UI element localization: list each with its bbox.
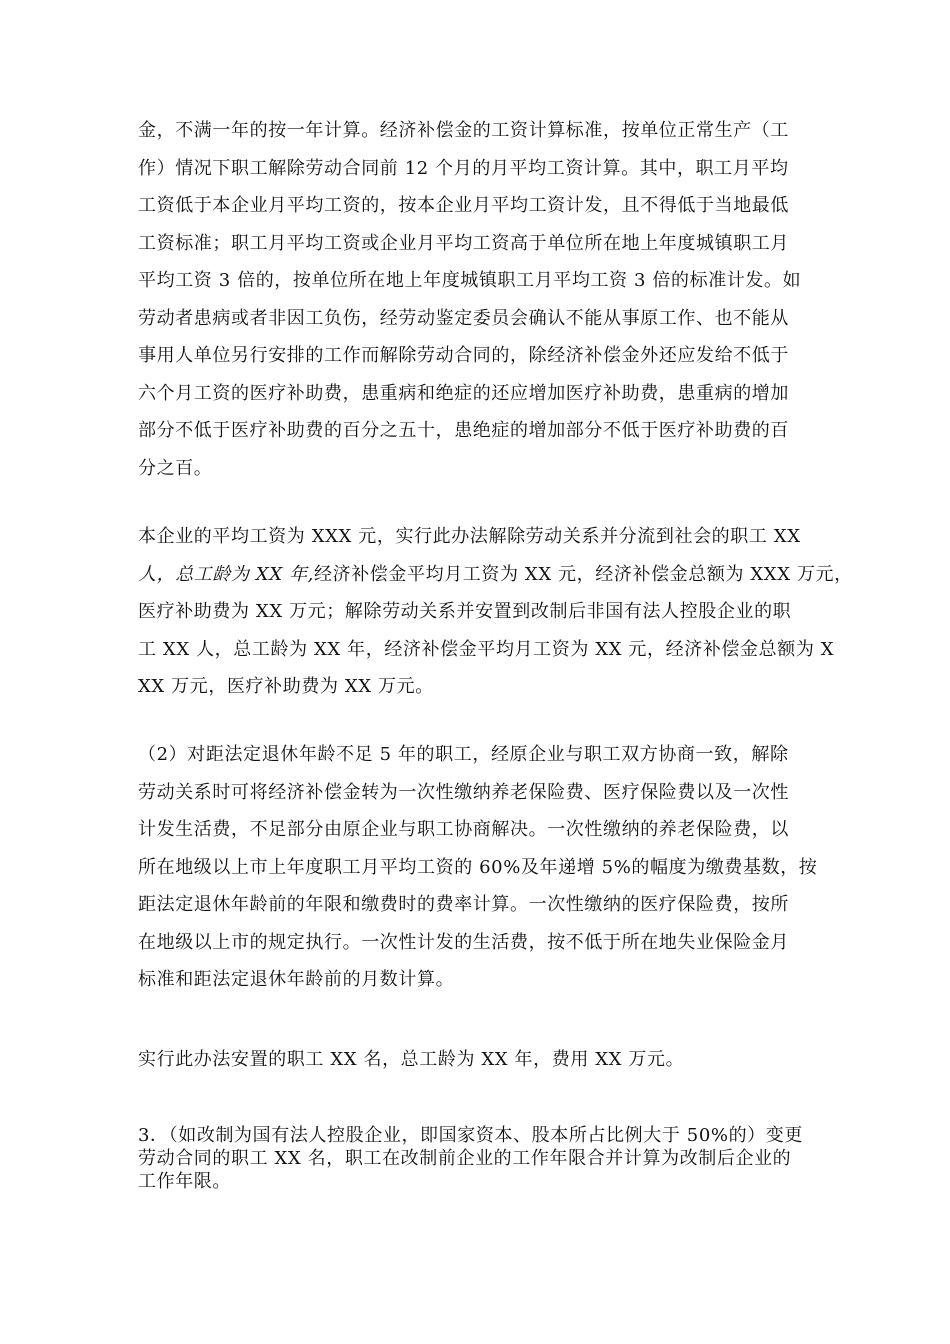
text-line: 3．（如改制为国有法人控股企业，即国家资本、股本所占比例大于 50%的）变更: [138, 1125, 803, 1146]
text-line: 所在地级以上市上年度职工月平均工资的 60%及年递增 5%的幅度为缴费基数，按: [138, 856, 818, 878]
text-line: 金，不满一年的按一年计算。经济补偿金的工资计算标准，按单位正常生产（工: [138, 120, 789, 141]
paragraph-average-wage-summary: [138, 518, 853, 706]
text-line: XX 万元，医疗补助费为 XX 万元。: [138, 676, 434, 697]
text-line: 事用人单位另行安排的工作而解除劳动合同的，除经济补偿金外还应发给不低于: [138, 345, 789, 366]
text-line: 作）情况下职工解除劳动合同前 12 个月的月平均工资计算。其中，职工月平均: [138, 157, 789, 179]
text-line-mixed: [138, 556, 853, 594]
text-line: 医疗补助费为 XX 万元；解除劳动关系并安置到改制后非国有法人控股企业的职: [138, 601, 792, 622]
text-line: （2）对距法定退休年龄不足 5 年的职工，经原企业与职工双方协商一致，解除: [138, 744, 789, 765]
text-line: 劳动关系时可将经济补偿金转为一次性缴纳养老保险费、医疗保险费以及一次性: [138, 781, 789, 803]
text-line: 工作年限。: [138, 1171, 231, 1192]
text-line: 标准和距法定退休年龄前的月数计算。: [138, 969, 455, 990]
text-line: 六个月工资的医疗补助费，患重病和绝症的还应增加医疗补助费，患重病的增加: [138, 382, 789, 404]
text-fragment: 经济补偿金平均月工资为 XX 元，经济补偿金总额为 XXX 万元，: [314, 563, 853, 585]
paragraph-placement-summary: [138, 1041, 818, 1079]
text-line: 工 XX 人，总工龄为 XX 年，经济补偿金平均月工资为 XX 元，经济补偿金总额为 X: [138, 638, 835, 660]
text-line: 本企业的平均工资为 XXX 元，实行此办法解除劳动关系并分流到社会的职工 XX: [138, 526, 801, 547]
text-line: 劳动合同的职工 XX 名，职工在改制前企业的工作年限合并计算为改制后企业的: [138, 1148, 792, 1169]
text-line: 劳动者患病或者非因工负伤，经劳动鉴定委员会确认不能从事原工作、也不能从: [138, 307, 789, 329]
paragraph-retirement-provision: [138, 736, 818, 999]
italic-fragment: 人，总工龄为 XX 年,: [138, 563, 314, 585]
text-line: 计发生活费，不足部分由原企业与职工协商解决。一次性缴纳的养老保险费，以: [138, 819, 789, 840]
text-line: 距法定退休年龄前的年限和缴费时的费率计算。一次性缴纳的医疗保险费，按所: [138, 894, 789, 915]
paragraph-item-3: [138, 1124, 818, 1193]
paragraph-compensation-rules: [138, 112, 818, 487]
text-line: 部分不低于医疗补助费的百分之五十，患绝症的增加部分不低于医疗补助费的百: [138, 420, 789, 441]
text-line: 实行此办法安置的职工 XX 名，总工龄为 XX 年，费用 XX 万元。: [138, 1049, 685, 1070]
text-line: 分之百。: [138, 457, 213, 479]
text-line: 工资低于本企业月平均工资的，按本企业月平均工资计发，且不得低于当地最低: [138, 195, 789, 216]
text-line: 工资标准；职工月平均工资或企业月平均工资高于单位所在地上年度城镇职工月: [138, 232, 789, 254]
text-line: 在地级以上市的规定执行。一次性计发的生活费，按不低于所在地失业保险金月: [138, 931, 789, 953]
text-line: 平均工资 3 倍的，按单位所在地上年度城镇职工月平均工资 3 倍的标准计发。如: [138, 270, 802, 291]
